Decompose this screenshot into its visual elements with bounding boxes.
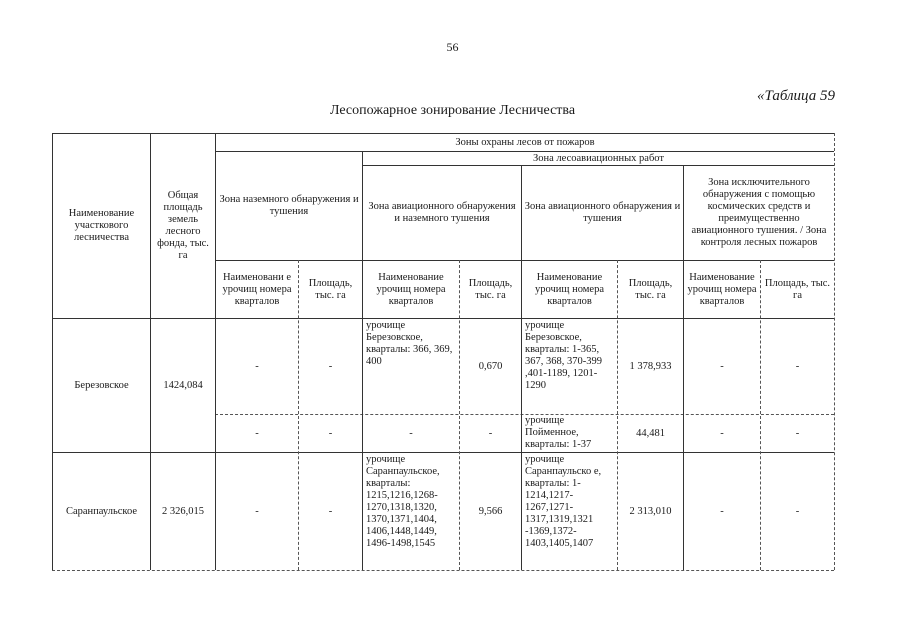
cell-aviation-area: 44,481 bbox=[636, 427, 665, 439]
subheader-space-name: Наименование урочищ номера кварталов bbox=[687, 271, 757, 307]
cell-space-area: - bbox=[795, 360, 800, 372]
subheader-air-ground-area: Площадь, тыс. га bbox=[468, 277, 513, 301]
header-fire-protection-zones: Зоны охраны лесов от пожаров bbox=[455, 136, 595, 148]
header-ground-zone: Зона наземного обнаружения и тушения bbox=[219, 194, 359, 217]
cell-space-name: - bbox=[720, 427, 724, 439]
cell-aviation-area: 1 378,933 bbox=[629, 360, 672, 372]
header-forestry-name: Наименование участкового лесничества bbox=[68, 208, 135, 243]
cell-ground-name: - bbox=[255, 360, 259, 372]
subheader-aviation-area: Площадь, тыс. га bbox=[628, 277, 673, 301]
page-number: 56 bbox=[446, 40, 459, 54]
cell-air-ground-area: 9,566 bbox=[478, 505, 503, 517]
cell-aviation-name: урочище Березовское, кварталы: 1-365, 367, 368, 370-399 ,401-1189, 1201-1290 bbox=[525, 320, 602, 391]
cell-ground-area: - bbox=[328, 427, 333, 439]
cell-air-ground-name: - bbox=[409, 427, 413, 439]
header-air-ground-zone: Зона авиационного обнаружения и наземного тушения bbox=[368, 201, 516, 224]
subheader-space-area: Площадь, тыс. га bbox=[764, 277, 831, 301]
cell-ground-area: - bbox=[328, 505, 333, 517]
subheader-ground-name: Наименовани е урочищ номера кварталов bbox=[222, 271, 292, 307]
header-space-monitoring-zone: Зона исключительного обнаружения с помощью космических средств и преимущественно авиационного тушения. / Зона контроля лесных пожаров bbox=[691, 177, 827, 248]
cell-space-name: - bbox=[720, 505, 724, 517]
cell-air-ground-name: урочище Саранпаульское, кварталы: 1215,1216,1268-1270,1318,1320, 1370,1371,1404, 1406,1448,1449, 1496-1498,1545 bbox=[366, 454, 440, 549]
cell-space-name: - bbox=[720, 360, 724, 372]
cell-ground-area: - bbox=[328, 360, 333, 372]
cell-aviation-name: урочище Пойменное, кварталы: 1-37 bbox=[525, 415, 592, 450]
cell-air-ground-name: урочище Березовское, кварталы: 366, 369, 400 bbox=[366, 320, 453, 367]
cell-space-area: - bbox=[795, 505, 800, 517]
row-total-area: 1424,084 bbox=[163, 379, 203, 391]
table-label: «Таблица 59 bbox=[757, 88, 835, 104]
header-aviation-zone: Зона авиационного обнаружения и тушения bbox=[524, 201, 681, 224]
row-total-area: 2 326,015 bbox=[162, 505, 204, 517]
cell-ground-name: - bbox=[255, 427, 259, 439]
cell-aviation-area: 2 313,010 bbox=[629, 505, 672, 517]
cell-air-ground-area: - bbox=[488, 427, 493, 439]
cell-air-ground-area: 0,670 bbox=[478, 360, 503, 372]
cell-ground-name: - bbox=[255, 505, 259, 517]
document-title: Лесопожарное зонирование Лесничества bbox=[329, 103, 576, 118]
subheader-ground-area: Площадь, тыс. га bbox=[308, 277, 353, 301]
cell-space-area: - bbox=[795, 427, 800, 439]
subheader-aviation-name: Наименование урочищ номера кварталов bbox=[535, 271, 604, 307]
header-aviation-works-zone: Зона лесоавиационных работ bbox=[533, 152, 664, 164]
subheader-air-ground-name: Наименование урочищ номера кварталов bbox=[376, 271, 446, 307]
header-total-area: Общая площадь земель лесного фонда, тыс. га bbox=[157, 190, 209, 261]
row-forestry-name: Саранпаульское bbox=[65, 505, 138, 517]
row-forestry-name: Березовское bbox=[74, 379, 129, 391]
cell-aviation-name: урочище Саранпаульско е, кварталы: 1-1214,1217-1267,1271-1317,1319,1321 -1369,1372-1403,1405,1407 bbox=[525, 454, 602, 549]
